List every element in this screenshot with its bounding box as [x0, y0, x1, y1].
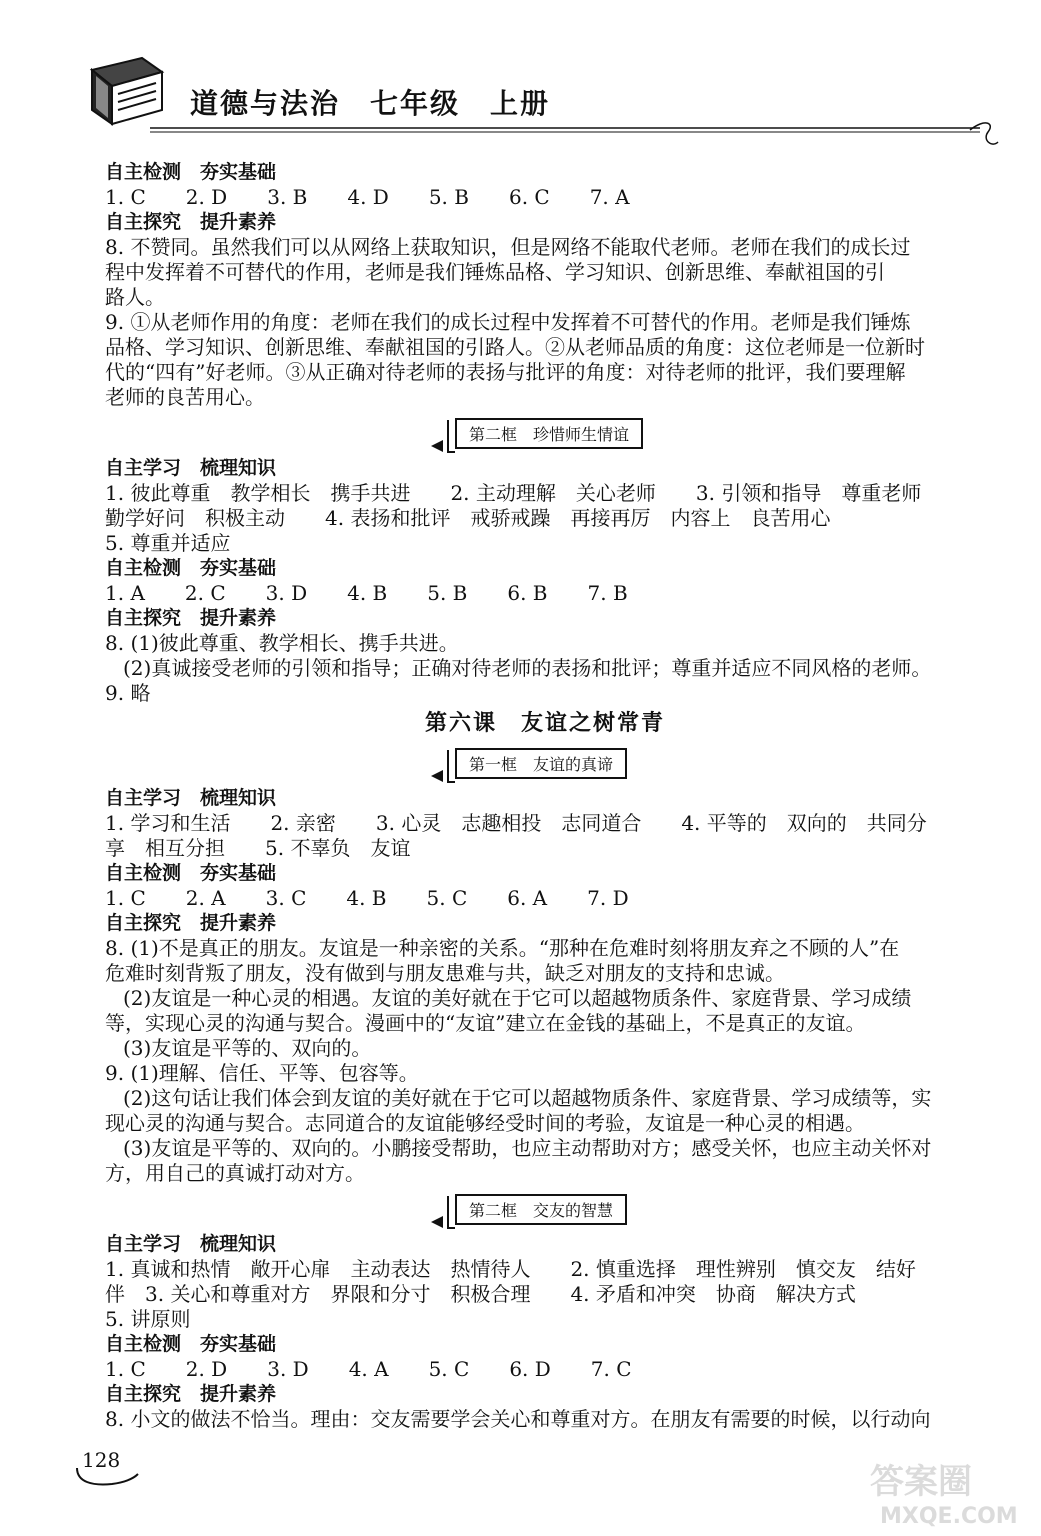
watermark-logo — [860, 1455, 1030, 1530]
page-number: 128 — [82, 1448, 121, 1472]
header-rule — [150, 118, 1000, 158]
section-heading: 自主学习 梳理知识 — [105, 1233, 277, 1255]
arrow-left-icon — [431, 1216, 443, 1228]
section-heading: 自主探究 提升素养 — [105, 211, 277, 233]
answer-line: 1. C 2. D 3. D 4. A 5. C 6. D 7. C — [105, 1357, 632, 1381]
answer-line: 方，用自己的真诚打动对方。 — [105, 1161, 365, 1185]
section-label: 第二框 珍惜师生情谊 — [455, 418, 643, 449]
answer-line: 危难时刻背叛了朋友，没有做到与朋友患难与共，缺乏对朋友的支持和忠诚。 — [105, 961, 785, 985]
section-heading: 自主检测 夯实基础 — [105, 1333, 277, 1355]
section-heading: 自主探究 提升素养 — [105, 607, 277, 629]
section-heading: 自主探究 提升素养 — [105, 912, 277, 934]
section-heading: 自主学习 梳理知识 — [105, 787, 277, 809]
answer-line: 8. (1)不是真正的朋友。友谊是一种亲密的关系。“那种在危难时刻将朋友弃之不顾的人”在 — [105, 936, 900, 960]
answer-line: 1. 学习和生活 2. 亲密 3. 心灵 志趣相投 志同道合 4. 平等的 双向的 共同分 — [105, 811, 927, 835]
watermark-text-en: MXQE.COM — [880, 1504, 1018, 1529]
section-heading: 自主检测 夯实基础 — [105, 862, 277, 884]
answer-line: (2)这句话让我们体会到友谊的美好就在于它可以超越物质条件、家庭背景、学习成绩等，实 — [123, 1086, 932, 1110]
answer-line: 现心灵的沟通与契合。志同道合的友谊能够经受时间的考验，友谊是一种心灵的相遇。 — [105, 1111, 865, 1135]
section-box-row — [105, 414, 985, 450]
answer-line: 勤学好问 积极主动 4. 表扬和批评 戒骄戒躁 再接再厉 内容上 良苦用心 — [105, 506, 831, 530]
answer-line: 9. (1)理解、信任、平等、包容等。 — [105, 1061, 419, 1085]
lesson-title: 第六课 友谊之树常青 — [424, 710, 665, 736]
section-heading: 自主学习 梳理知识 — [105, 457, 277, 479]
answer-line: 1. A 2. C 3. D 4. B 5. B 6. B 7. B — [105, 581, 628, 605]
answer-line: (2)真诚接受老师的引领和指导；正确对待老师的表扬和批评；尊重并适应不同风格的老师。 — [123, 656, 932, 680]
answer-line: (3)友谊是平等的、双向的。小鹏接受帮助，也应主动帮助对方；感受关怀，也应主动关怀对 — [123, 1136, 932, 1160]
answer-line: 5. 尊重并适应 — [105, 531, 231, 555]
answer-line: 代的“四有”好老师。③从正确对待老师的表扬与批评的角度：对待老师的批评，我们要理解 — [105, 360, 906, 384]
answer-line: (3)友谊是平等的、双向的。 — [123, 1036, 372, 1060]
answer-content — [105, 160, 985, 1432]
answer-line: 8. 不赞同。虽然我们可以从网络上获取知识，但是网络不能取代老师。老师在我们的成长过 — [105, 235, 911, 259]
arrow-left-icon — [431, 440, 443, 452]
page-title: 道德与法治 七年级 上册 — [190, 87, 551, 120]
answer-line: (2)友谊是一种心灵的相遇。友谊的美好就在于它可以超越物质条件、家庭背景、学习成绩 — [123, 986, 912, 1010]
answer-line: 老师的良苦用心。 — [105, 385, 265, 409]
page-header — [0, 0, 1041, 150]
section-heading: 自主探究 提升素养 — [105, 1383, 277, 1405]
answer-line: 伴 3. 关心和尊重对方 界限和分寸 积极合理 4. 矛盾和冲突 协商 解决方式 — [105, 1282, 856, 1306]
answer-line: 品格、学习知识、创新思维、奉献祖国的引路人。②从老师品质的角度：这位老师是一位新时 — [105, 335, 925, 359]
answer-line: 享 相互分担 5. 不辜负 友谊 — [105, 836, 411, 860]
answer-line: 1. C 2. A 3. C 4. B 5. C 6. A 7. D — [105, 886, 629, 910]
answer-line: 1. 彼此尊重 教学相长 携手共进 2. 主动理解 关心老师 3. 引领和指导 尊重老师 — [105, 481, 922, 505]
answer-line: 8. (1)彼此尊重、教学相长、携手共进。 — [105, 631, 459, 655]
answer-line: 路人。 — [105, 285, 165, 309]
answer-line: 1. 真诚和热情 敞开心扉 主动表达 热情待人 2. 慎重选择 理性辨别 慎交友 结好 — [105, 1257, 916, 1281]
section-label: 第二框 交友的智慧 — [455, 1194, 627, 1225]
answer-line: 程中发挥着不可替代的作用，老师是我们锤炼品格、学习知识、创新思维、奉献祖国的引 — [105, 260, 885, 284]
section-heading: 自主检测 夯实基础 — [105, 557, 277, 579]
answer-line: 1. C 2. D 3. B 4. D 5. B 6. C 7. A — [105, 185, 630, 209]
answer-line: 9. ①从老师作用的角度：老师在我们的成长过程中发挥着不可替代的作用。老师是我们锤炼 — [105, 310, 911, 334]
section-box-row — [105, 1190, 985, 1226]
arrow-left-icon — [431, 770, 443, 782]
watermark-text-cn: 答案圈 — [870, 1462, 972, 1502]
section-box-row — [105, 744, 985, 780]
answer-line: 5. 讲原则 — [105, 1307, 191, 1331]
section-label: 第一框 友谊的真谛 — [455, 748, 627, 779]
answer-line: 8. 小文的做法不恰当。理由：交友需要学会关心和尊重对方。在朋友有需要的时候，以行动向 — [105, 1407, 931, 1431]
answer-line: 9. 略 — [105, 681, 151, 705]
answer-line: 等，实现心灵的沟通与契合。漫画中的“友谊”建立在金钱的基础上，不是真正的友谊。 — [105, 1011, 866, 1035]
section-heading: 自主检测 夯实基础 — [105, 161, 277, 183]
